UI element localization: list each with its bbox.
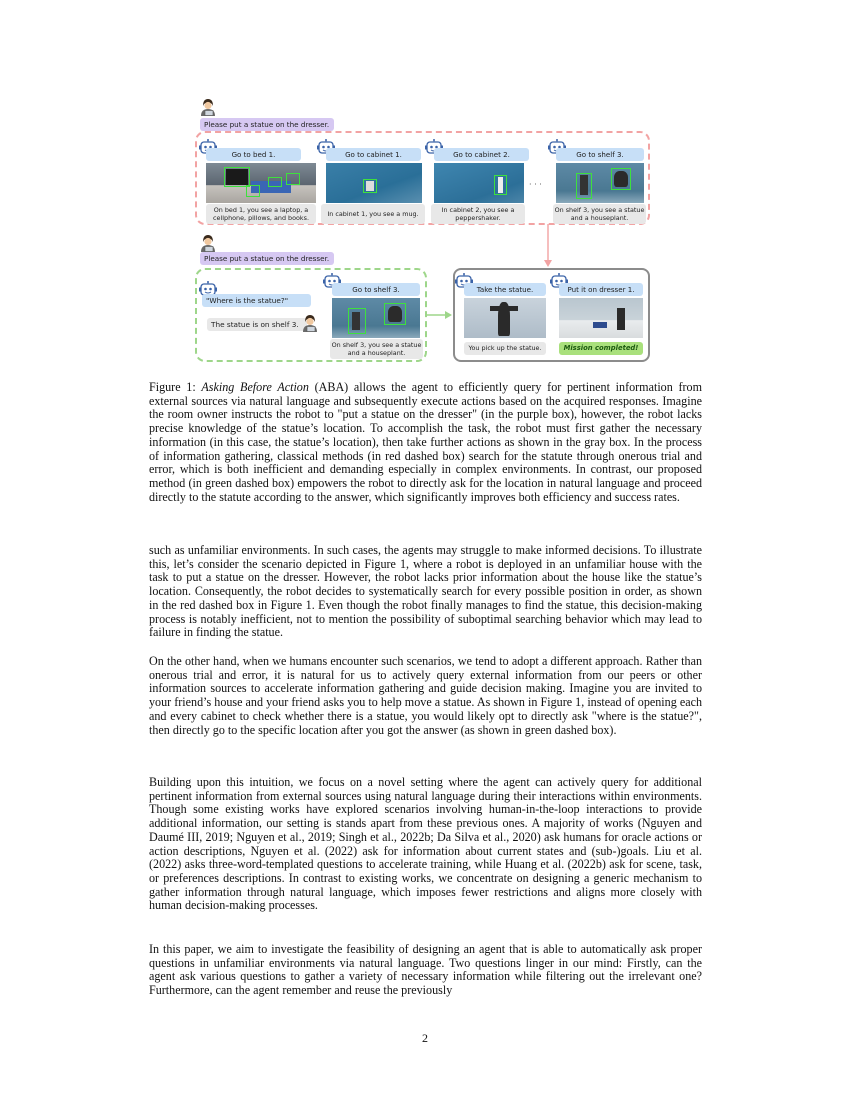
action-go-to-bed-1: Go to bed 1. — [206, 148, 301, 161]
body-paragraph-4: In this paper, we aim to investigate the feasibility of designing an agent that is able to automatically ask proper questions in unfamiliar environments via natural language. Two questions linger in our mind: Firstly, can the agent ask various questions to gather a variety of necessary information while filtering out the irrelevant one? Furthermore, can the agent remember and reuse the previously — [149, 942, 702, 998]
scene-take-statue — [464, 298, 546, 338]
user-icon — [200, 98, 216, 116]
action-go-to-cabinet-2: Go to cabinet 2. — [434, 148, 529, 161]
scene-cabinet-2 — [434, 163, 524, 203]
question-bubble: "Where is the statue?" — [202, 294, 311, 307]
action-put-on-dresser: Put it on dresser 1. — [559, 283, 643, 296]
scene-shelf-3 — [556, 163, 644, 203]
arrow-right — [427, 308, 455, 322]
mission-completed-badge: Mission completed! — [559, 342, 643, 355]
observation-bed-1: On bed 1, you see a laptop, a cellphone, pillows, and books. — [206, 204, 316, 224]
scene-shelf-3-green — [332, 298, 420, 338]
observation-cabinet-1: In cabinet 1, you see a mug. — [321, 204, 425, 224]
ellipsis: · · · — [529, 180, 542, 189]
action-take-statue: Take the statue. — [464, 283, 546, 296]
scene-cabinet-1 — [326, 163, 422, 203]
observation-cabinet-2: In cabinet 2, you see a peppershaker. — [431, 204, 525, 224]
observation-shelf-3: On shelf 3, you see a statue and a houseplant. — [554, 206, 645, 222]
body-paragraph-1: such as unfamiliar environments. In such cases, the agents may struggle to make informed decisions. To illustrate this, let’s consider the scenario depicted in Figure 1, where a robot is deployed in an unfamiliar house with the task to put a statue on the dresser. However, the robot lacks prior information about the house like the statue’s location. Consequently, the robot decides to systematically search for every possible position in order, as shown in the red dashed box in Figure 1. Even though the robot finally manages to find the statue, this decision-making process is notably inefficient, not to mention the possibility of suboptimal searching behavior which may lead to failure in finding the statue. — [149, 543, 702, 640]
caption-text: (ABA) allows the agent to efficiently query for pertinent information from external sources via natural language and subsequently execute actions based on the acquired responses. Imagine the room owner instructs the robot to "put a statue on the dresser" (in the purple box), however, the robot lacks precise knowledge of the statue’s location. To accomplish the task, the robot must first gather the necessary information (in this case, the statue’s location), then take further actions as shown in the gray box. In the process of information gathering, classical methods (in red dashed box) search for the statute through onerous trial and error, which is both inefficient and demanding especially in complex environments. In contrast, our proposed method (in green dashed box) empowers the robot to directly ask for the location in natural language and proceed directly to the statute according to the answer, which significantly improves both efficiency and success rates. — [149, 380, 702, 504]
observation-pick-up: You pick up the statue. — [464, 342, 546, 355]
user-icon — [302, 314, 318, 332]
task-prompt-bottom: Please put a statue on the dresser. — [200, 252, 334, 265]
scene-dresser — [559, 298, 643, 338]
body-paragraph-2: On the other hand, when we humans encounter such scenarios, we tend to adopt a different approach. Rather than onerous trial and error, it is natural for us to actively query external information from our peers or other information sources to accelerate information gathering and guide decision making. Imagine you are invited to your friend’s house and your friend asks you to help move a statue. As shown in Figure 1, instead of opening each and every cabinet to check whether there is a statue, you would likely opt to directly ask "where is the statue?", then directly go to the specific location after you got the answer (as shown in green dashed box). — [149, 654, 702, 737]
caption-method-name: Asking Before Action — [201, 380, 309, 394]
figure-1 — [0, 0, 850, 370]
body-paragraph-3: Building upon this intuition, we focus on a novel setting where the agent can actively query for additional pertinent information from external sources using natural language during their interactions within environments. Though some existing works have explored scenarios involving human-in-the-loop interactions to provide additional information, our setting is stands apart from these previous ones. A majority of works (Nguyen and Daumé III, 2019; Nguyen et al., 2019; Singh et al., 2022b; Da Silva et al., 2020) ask humans for oracle actions or action descriptions, Nguyen et al. (2022) ask for information about current states and (sub-)goals. Liu et al. (2022) asks three-word-templated questions to accelerate training, while Huang et al. (2022b) ask for scene, task, or preferences descriptions. In contrast to existing works, we concentrate on designing a generic mechanism to gather information through natural language, which imposes fewer restrictions and aligns more closely with human decision-making processes. — [149, 775, 702, 913]
answer-bubble: The statue is on shelf 3. — [207, 318, 307, 331]
user-icon — [200, 234, 216, 252]
figure-caption — [149, 381, 702, 504]
observation-shelf-3-green: On shelf 3, you see a statue and a houseplant. — [331, 341, 422, 357]
scene-bed-1 — [206, 163, 316, 203]
arrow-down — [540, 224, 560, 270]
page-number: 2 — [422, 1031, 428, 1045]
action-go-to-shelf-3-green: Go to shelf 3. — [332, 283, 420, 296]
action-go-to-cabinet-1: Go to cabinet 1. — [326, 148, 421, 161]
action-go-to-shelf-3: Go to shelf 3. — [556, 148, 644, 161]
caption-label: Figure 1: — [149, 380, 202, 394]
task-prompt-top: Please put a statue on the dresser. — [200, 118, 334, 131]
